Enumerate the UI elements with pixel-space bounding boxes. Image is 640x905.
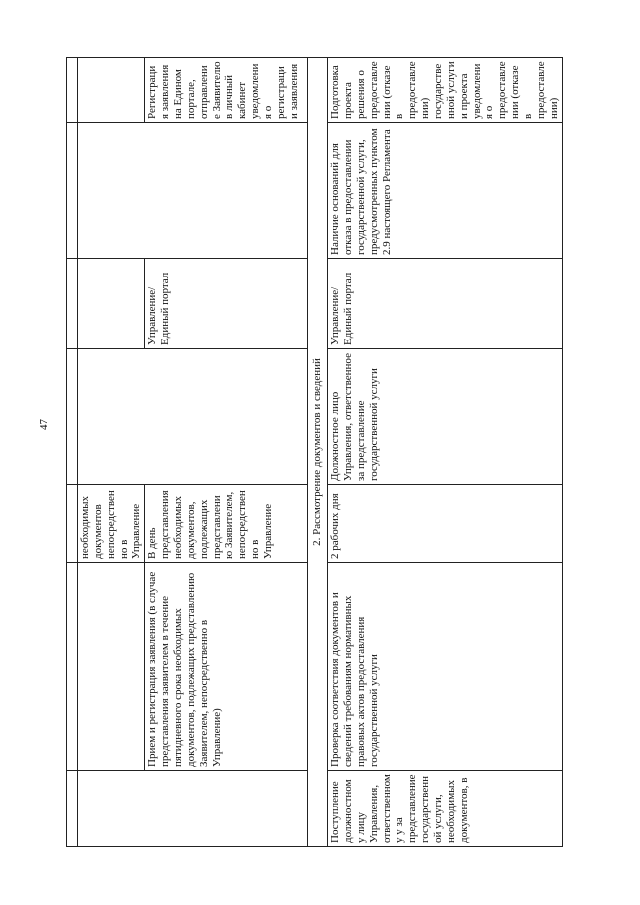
table-cell-term: необходимых документов непосредственно в Управление [78,485,145,563]
table-cell-empty [78,259,145,349]
table-top-spacer-row [67,58,78,847]
table-cell-result: Регистрация заявления на Едином портале, отправление Заявителю в личный кабинет уведомления о регистрации заявления [145,58,308,123]
table-cell-empty [78,349,308,485]
table-cell-empty [78,58,145,123]
table-cell-criteria: Наличие оснований для отказа в предоставлении государственной услуги, предусмотренных пунктом 2.9 настоящего Регламента [328,123,562,259]
procedure-table [66,57,563,847]
table-cell-term: В день представления необходимых документов, подлежащих представлению Заявителем, непосредственно в Управление [145,485,308,563]
rotated-page-content [66,58,560,847]
table-cell-result: Подготовка проекта решения о предоставлении (отказе в предоставлении) государственной услуги и проекта уведомления о предоставлении (отказе в предоставлении) [328,58,562,123]
table-row [78,58,145,847]
table-cell-place: Управление/ Единый портал [328,259,562,349]
section-title: 2. Рассмотрение документов и сведений [308,58,328,847]
page-number: 47 [38,419,50,430]
section-header-row [308,58,328,847]
table-cell-empty [78,123,308,259]
table-cell-basis: Поступление должностному лицу Управления, ответственному у за представление государственной услуги, необходимых документов, в [328,771,562,847]
table-cell-official: Должностное лицо Управления, ответственное за представление государственной услуги [328,349,562,485]
table-cell-place: Управление/ Единый портал [145,259,308,349]
table-cell-term: 2 рабочих дня [328,485,562,563]
table-row [328,58,562,847]
table-cell-empty [78,563,145,771]
table-cell-empty [78,771,308,847]
table-cell-action: Прием и регистрация заявления (в случае представления заявителем в течение пятидневного срока необходимых документов, подлежащих представлению Заявителем, непосредственно в Управление) [145,563,308,771]
table-cell-action: Проверка соответствия документов и сведений требованиям нормативных правовых актов предоставления государственной услуги [328,563,562,771]
